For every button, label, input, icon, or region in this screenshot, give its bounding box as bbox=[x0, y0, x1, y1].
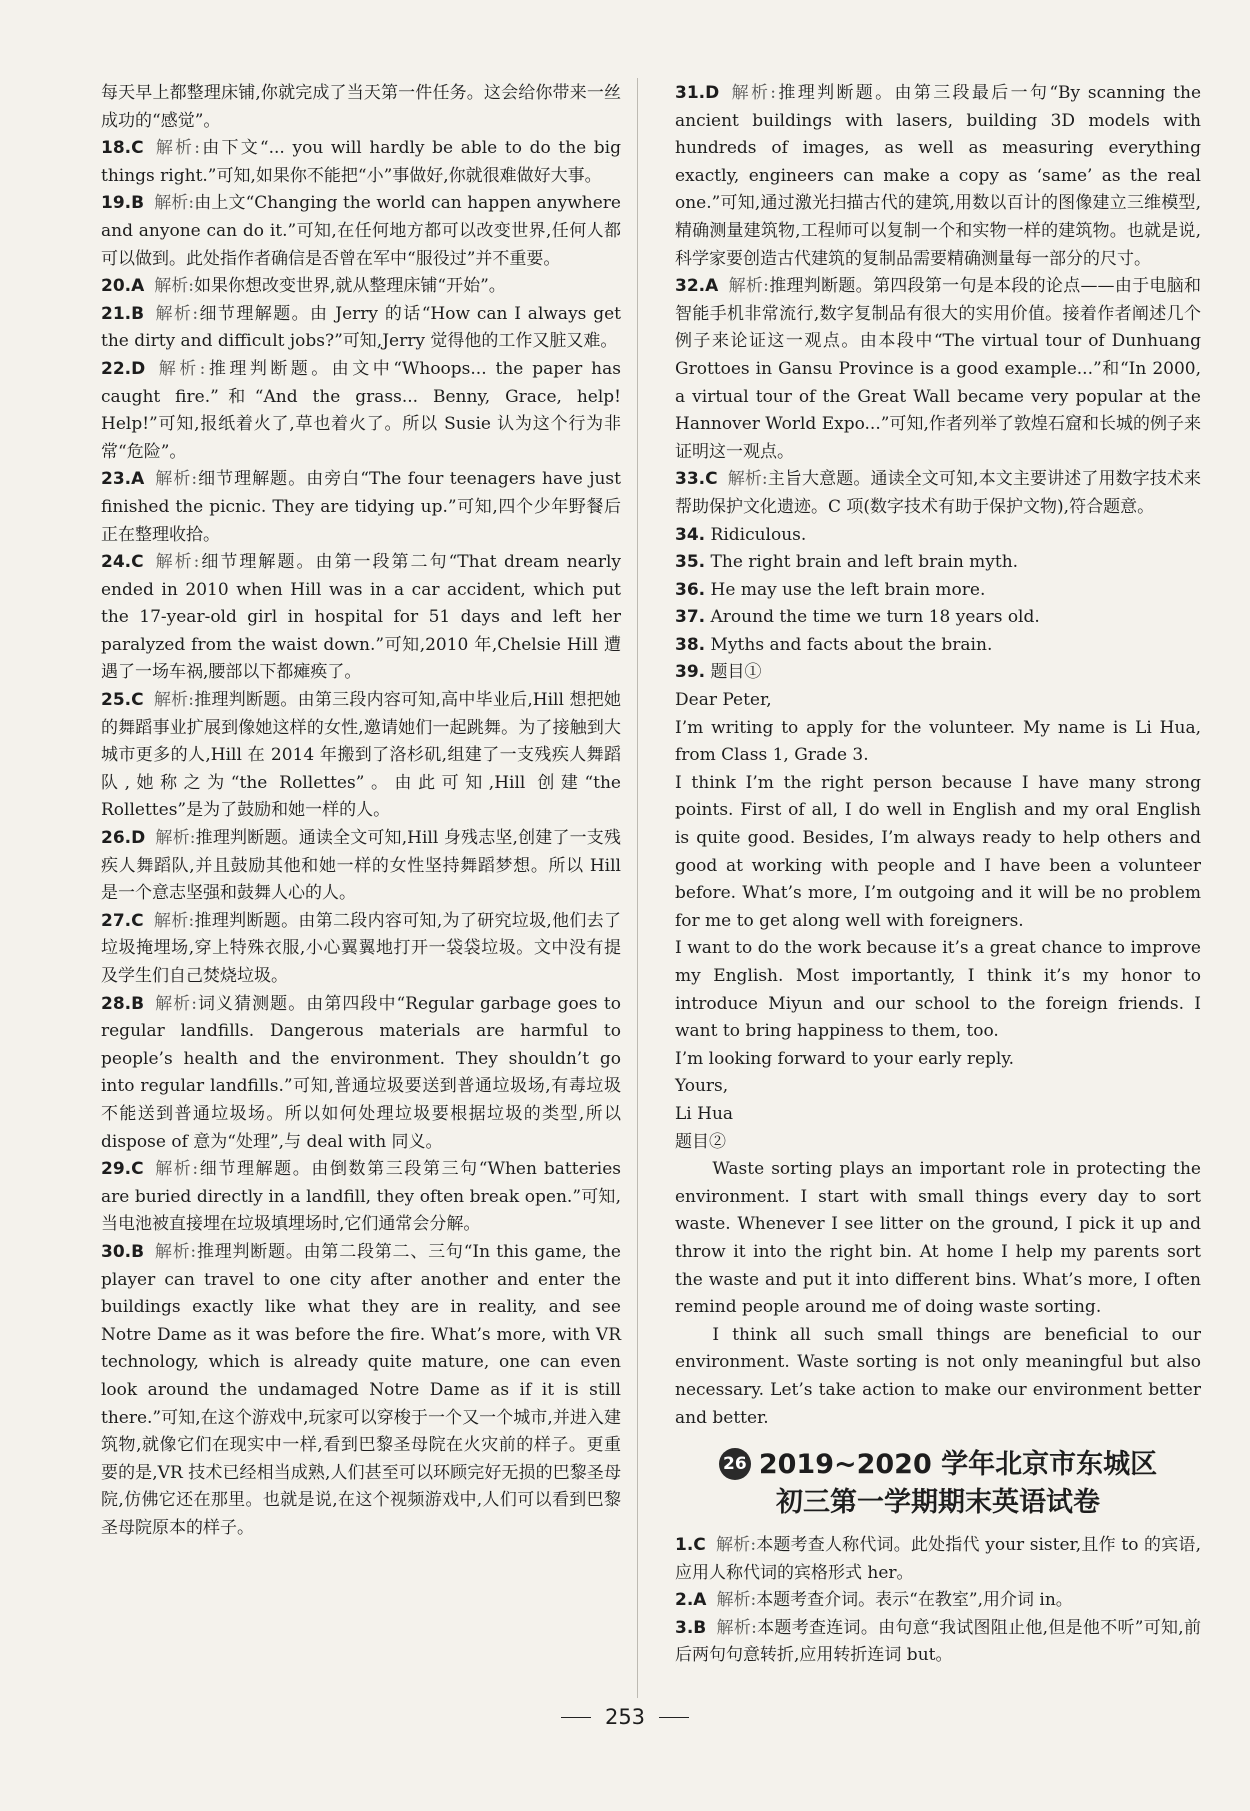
letter-paragraph: I’m looking forward to your early reply. bbox=[675, 1048, 1015, 1069]
analysis-tag: 解析: bbox=[715, 1535, 757, 1556]
answer-text: 细节理解题。由第一段第二句“That dream nearly ended in 2010 when Hill was in a car accident, which put the 17-year-old girl in hospital for 51 days and left her paralyzed from the waist down.”可知,2010 年,Chelsie Hill 遭遇了一场车祸,腰部以下都瘫痪了。 bbox=[101, 552, 622, 683]
letter-greeting: Dear Peter, bbox=[675, 690, 772, 711]
analysis-tag: 解析: bbox=[728, 276, 769, 297]
answer-item bbox=[675, 466, 1201, 521]
answer-item bbox=[101, 80, 621, 135]
analysis-tag: 解析: bbox=[153, 552, 200, 573]
page-footer bbox=[0, 1705, 1250, 1729]
question-number: 21.B bbox=[101, 303, 145, 324]
question-number: 19.B bbox=[101, 193, 145, 214]
answer-item bbox=[675, 549, 1201, 577]
analysis-tag: 解析: bbox=[729, 83, 777, 103]
answer-text: 本题考查介词。表示“在教室”,用介词 in。 bbox=[756, 1590, 1073, 1611]
footer-dash bbox=[659, 1717, 689, 1718]
question-number: 24.C bbox=[101, 552, 144, 573]
section-heading bbox=[675, 1446, 1201, 1522]
section-title-line2: 初三第一学期期末英语试卷 bbox=[776, 1487, 1100, 1519]
question-number: 32.A bbox=[675, 276, 719, 297]
question-number: 22.D bbox=[101, 358, 146, 379]
question-number: 23.A bbox=[101, 469, 145, 490]
answer-text: 每天早上都整理床铺,你就完成了当天第一件任务。这会给你带来一丝成功的“感觉”。 bbox=[101, 83, 621, 131]
answer-item bbox=[675, 273, 1201, 466]
answer-text: 词义猜测题。由第四段中“Regular garbage goes to regular landfills. Dangerous materials are harmful to people’s health and the environment. They shouldn’t go into regular landfills.”可知,普通垃圾要送到普通垃圾场,有毒垃圾不能送到普通垃圾场。所以如何处理垃圾要根据垃圾的类型,所以 dispose of 意为“处理”,与 deal with 同义。 bbox=[101, 993, 621, 1152]
answer-item bbox=[101, 135, 621, 190]
question-number: 33.C bbox=[675, 469, 718, 490]
answer-item bbox=[101, 301, 621, 356]
question-number: 18.C bbox=[101, 138, 144, 159]
analysis-tag: 解析: bbox=[716, 1590, 757, 1611]
essay-label: 题目② bbox=[675, 1131, 726, 1152]
answer-item bbox=[675, 659, 1201, 687]
analysis-tag: 解析: bbox=[153, 910, 195, 931]
answer-item bbox=[101, 466, 621, 549]
question-number: 28.B bbox=[101, 993, 145, 1014]
answer-text: 推理判断题。由第二段第二、三句“In this game, the player can travel to one city after another and enter the buildings exactly like what they are in reality, and see Notre Dame as it was before the fire. What’s more, with VR technology, which is already quite mature, one can even look around the undamaged Notre Dame as if it is still there.”可知,在这个游戏中,玩家可以穿梭于一个又一个城市,并进入建筑物,就像它们在现实中一样,看到巴黎圣母院在火灾前的样子。更重要的是,VR 技术已经相当成熟,人们甚至可以环顾完好无损的巴黎圣母院,仿佛它还在那里。也就是说,在这个视频游戏中,人们可以看到巴黎圣母院原本的样子。 bbox=[101, 1241, 621, 1538]
footer-dash bbox=[561, 1717, 591, 1718]
answer-text: 细节理解题。由旁白“The four teenagers have just finished the picnic. They are tidying up.”可知,四个少年野餐后正在整理收拾。 bbox=[101, 469, 621, 545]
answer-item bbox=[101, 356, 621, 466]
answer-item bbox=[101, 687, 621, 825]
answer-text: 推理判断题。通读全文可知,Hill 身残志坚,创建了一支残疾人舞蹈队,并且鼓励其他和她一样的女性坚持舞蹈梦想。所以 Hill 是一个意志坚强和鼓舞人心的人。 bbox=[101, 828, 621, 904]
answer-text: 推理判断题。第四段第一句是本段的论点——由于电脑和智能手机非常流行,数字复制品有很大的实用价值。接着作者阐述几个例子来论证这一观点。由本段中“The virtual tour of Dunhuang Grottoes in Gansu Province is a good example...”和“In 2000, a virtual tour of the Great Wall became very popular at the Hannover World Expo...”可知,作者列举了敦煌石窟和长城的例子来证明这一观点。 bbox=[675, 276, 1202, 462]
letter-paragraph: I want to do the work because it’s a great chance to improve my English. Most importantly, I think it’s my honor to introduce Miyun and our school to the foreign friends. I want to bring happiness to them, too. bbox=[675, 938, 1201, 1042]
answer-item bbox=[675, 80, 1201, 273]
analysis-tag: 解析: bbox=[153, 138, 201, 159]
analysis-tag: 解析: bbox=[154, 193, 195, 214]
answer-text: Myths and facts about the brain. bbox=[710, 634, 993, 655]
answer-text: 推理判断题。由第三段内容可知,高中毕业后,Hill 想把她的舞蹈事业扩展到像她这样的女性,邀请她们一起跳舞。为了接触到大城市更多的人,Hill 在 2014 年搬到了洛杉矶,组建了一支残疾人舞蹈队,她称之为“the Rollettes”。由此可知,Hill 创建“the Rollettes”是为了鼓励和她一样的人。 bbox=[101, 690, 621, 821]
question-number: 1.C bbox=[675, 1535, 706, 1556]
answer-item bbox=[675, 1532, 1201, 1587]
question-number: 3.B bbox=[675, 1617, 707, 1638]
analysis-tag: 解析: bbox=[155, 828, 196, 849]
answer-text: The right brain and left brain myth. bbox=[710, 552, 1019, 573]
letter-paragraph: I think I’m the right person because I have many strong points. First of all, I do well in English and my oral English is quite good. Besides, I’m always ready to help others and good at working with people and I have been a volunteer before. What’s more, I’m outgoing and it will be no problem for me to get along well with foreigners. bbox=[675, 772, 1201, 931]
question-number: 38. bbox=[675, 634, 706, 655]
question-number: 29.C bbox=[101, 1159, 144, 1180]
letter-paragraph: I’m writing to apply for the volunteer. My name is Li Hua, from Class 1, Grade 3. bbox=[675, 717, 1201, 766]
question-number: 35. bbox=[675, 552, 706, 573]
question-number: 26.D bbox=[101, 828, 146, 849]
answer-item bbox=[675, 604, 1201, 632]
question-number: 2.A bbox=[675, 1590, 707, 1611]
answer-item bbox=[101, 1239, 621, 1543]
analysis-tag: 解析: bbox=[153, 1159, 199, 1180]
answer-text: He may use the left brain more. bbox=[710, 579, 986, 600]
essay-paragraph: I think all such small things are beneficial to our environment. Waste sorting is not only meaningful but also necessary. Let’s take action to make our environment better and better. bbox=[675, 1324, 1201, 1428]
answer-item bbox=[101, 1156, 621, 1239]
answer-text: 细节理解题。由 Jerry 的话“How can I always get the dirty and difficult jobs?”可知,Jerry 觉得他的工作又脏又难。 bbox=[101, 303, 621, 352]
question-number: 34. bbox=[675, 524, 706, 545]
section-number-badge: 26 bbox=[719, 1448, 751, 1480]
answer-text: 推理判断题。由第二段内容可知,为了研究垃圾,他们去了垃圾掩埋场,穿上特殊衣服,小心翼翼地打开一袋袋垃圾。文中没有提及学生们自己焚烧垃圾。 bbox=[101, 910, 621, 986]
analysis-tag: 解析: bbox=[153, 690, 195, 711]
question-number: 25.C bbox=[101, 690, 144, 711]
answer-text: 主旨大意题。通读全文可知,本文主要讲述了用数字技术来帮助保护文化遗迹。C 项(数字技术有助于保护文物),符合题意。 bbox=[675, 469, 1202, 517]
left-column bbox=[101, 80, 621, 1542]
analysis-tag: 解析: bbox=[154, 1241, 197, 1262]
answer-text: 细节理解题。由倒数第三段第三句“When batteries are buried directly in a landfill, they often break open.”可知,当电池被直接埋在垃圾填埋场时,它们通常会分解。 bbox=[101, 1159, 621, 1235]
analysis-tag: 解析: bbox=[155, 358, 206, 379]
analysis-tag: 解析: bbox=[154, 303, 199, 324]
column-divider bbox=[637, 78, 638, 1698]
answer-text: 推理判断题。由第三段最后一句“By scanning the ancient buildings with lasers, building 3D models with hundreds of images, as well as measuring everything exactly, engineers can make a copy as ‘same’ as the real one.”可知,通过激光扫描古代的建筑,用数以百计的图像建立三维模型,精确测量建筑物,工程师可以复制一个和实物一样的建筑物。也就是说,科学家要创造古代建筑的复制品需要精确测量每一部分的尺寸。 bbox=[675, 83, 1202, 269]
answer-item bbox=[675, 577, 1201, 605]
answer-item bbox=[101, 825, 621, 908]
answer-text: Around the time we turn 18 years old. bbox=[710, 607, 1040, 628]
section-title-line1: 2019~2020 学年北京市东城区 bbox=[758, 1449, 1158, 1481]
answer-text: 推理判断题。由文中“Whoops... the paper has caught fire.”和“And the grass... Benny, Grace, help! Help!”可知,报纸着火了,草也着火了。所以 Susie 认为这个行为非常“危险”。 bbox=[101, 358, 621, 462]
question-number: 27.C bbox=[101, 910, 144, 931]
essay-paragraph: Waste sorting plays an important role in protecting the environment. I start with small things every day to sort waste. Whenever I see litter on the ground, I pick it up and throw it into the right bin. At home I help my parents sort the waste and put it into different bins. What’s more, I often remind people around me of doing waste sorting. bbox=[675, 1159, 1201, 1318]
answer-item bbox=[101, 190, 621, 273]
question-number: 20.A bbox=[101, 276, 145, 297]
answer-item bbox=[675, 1587, 1201, 1615]
answer-text: 本题考查人称代词。此处指代 your sister,且作 to 的宾语,应用人称代词的宾格形式 her。 bbox=[675, 1535, 1201, 1583]
analysis-tag: 解析: bbox=[154, 469, 198, 490]
letter-signature: Li Hua bbox=[675, 1103, 734, 1124]
analysis-tag: 解析: bbox=[727, 469, 768, 490]
answer-item bbox=[675, 522, 1201, 550]
analysis-tag: 解析: bbox=[716, 1617, 757, 1638]
right-column bbox=[675, 80, 1201, 1670]
answer-item bbox=[675, 632, 1201, 660]
answer-text: 由上文“Changing the world can happen anywhere and anyone can do it.”可知,在任何地方都可以改变世界,任何人都可以做到。此处指作者确信是否曾在军中“服役过”并不重要。 bbox=[101, 193, 621, 269]
answer-item bbox=[101, 991, 621, 1157]
answer-text: 由下文“... you will hardly be able to do the big things right.”可知,如果你不能把“小”事做好,你就很难做好大事。 bbox=[101, 138, 621, 186]
essay-label: 题目① bbox=[710, 662, 762, 683]
question-number: 30.B bbox=[101, 1241, 145, 1262]
answer-item bbox=[675, 1615, 1201, 1670]
answer-item bbox=[101, 549, 621, 687]
answer-text: 如果你想改变世界,就从整理床铺“开始”。 bbox=[194, 276, 506, 297]
analysis-tag: 解析: bbox=[154, 276, 195, 297]
page-number: 253 bbox=[604, 1705, 646, 1729]
answer-item bbox=[101, 273, 621, 301]
analysis-tag: 解析: bbox=[154, 993, 197, 1014]
answer-text: Ridiculous. bbox=[710, 524, 807, 545]
question-number: 36. bbox=[675, 579, 706, 600]
letter-closing: Yours, bbox=[675, 1076, 729, 1097]
answer-text: 本题考查连词。由句意“我试图阻止他,但是他不听”可知,前后两句句意转折,应用转折连词 but。 bbox=[675, 1617, 1201, 1666]
question-number: 31.D bbox=[675, 83, 720, 103]
answer-item bbox=[101, 908, 621, 991]
question-number: 37. bbox=[675, 607, 706, 628]
question-number: 39. bbox=[675, 662, 706, 683]
